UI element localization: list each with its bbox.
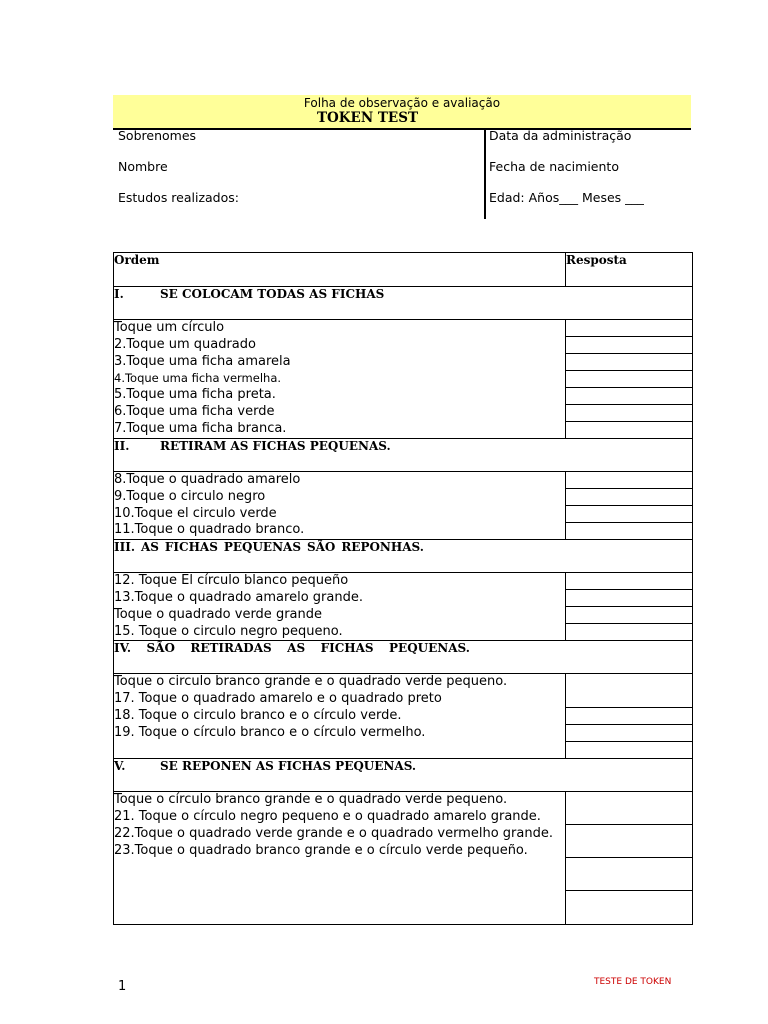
section-items: [114, 320, 566, 439]
answer-cell[interactable]: [566, 422, 692, 438]
answer-cell[interactable]: [566, 354, 692, 371]
form-title: TOKEN TEST: [317, 110, 418, 126]
section-header: [114, 439, 693, 472]
list-item: 4.Toque uma ficha vermelha.: [114, 371, 282, 386]
answer-cell[interactable]: [566, 590, 692, 607]
answer-cell[interactable]: [566, 405, 692, 422]
list-item: 5.Toque uma ficha preta.: [114, 387, 276, 403]
answer-column: [566, 674, 693, 759]
list-item: 17. Toque o quadrado amarelo e o quadrado preto: [114, 691, 442, 707]
section-title: SE REPONEN AS FICHAS PEQUENAS.: [160, 759, 417, 774]
form-subtitle: Folha de observação e avaliação: [303, 96, 501, 110]
section-word: RETIRADAS: [190, 641, 272, 656]
section-word: AS: [287, 641, 306, 656]
list-item: 21. Toque o círculo negro pequeno e o quadrado amarelo grande.: [114, 809, 541, 825]
col-ordem-header: Ordem: [114, 253, 566, 287]
section-title: RETIRAM AS FICHAS PEQUENAS.: [160, 439, 391, 453]
section-header: [114, 759, 693, 792]
section-header: [114, 540, 693, 573]
list-item: 12. Toque El círculo blanco pequeño: [114, 573, 349, 589]
footer-label: TESTE DE TOKEN: [594, 977, 672, 987]
list-item: 11.Toque o quadrado branco.: [114, 522, 305, 538]
info-birth-date: Fecha de nacimiento: [489, 159, 619, 174]
token-test-table: [113, 252, 693, 925]
answer-cell[interactable]: [566, 792, 692, 825]
section-items: [114, 573, 566, 641]
answer-cell[interactable]: [566, 742, 692, 758]
section-word: PEQUENAS.: [389, 641, 470, 656]
list-item: 22.Toque o quadrado verde grande e o quadrado vermelho grande.: [114, 825, 553, 841]
section-header: [114, 287, 693, 320]
section-number: I.: [114, 287, 124, 301]
answer-cell[interactable]: [566, 523, 692, 539]
answer-column: [566, 472, 693, 540]
list-item: 19. Toque o círculo branco e o círculo vermelho.: [114, 724, 426, 740]
answer-cell[interactable]: [566, 607, 692, 624]
answer-cell[interactable]: [566, 388, 692, 405]
list-item: 10.Toque el circulo verde: [114, 505, 277, 521]
list-item: 3.Toque uma ficha amarela: [114, 353, 291, 369]
answer-cell[interactable]: [566, 337, 692, 354]
list-item: 8.Toque o quadrado amarelo: [114, 472, 301, 487]
list-item: 13.Toque o quadrado amarelo grande.: [114, 589, 363, 605]
section-title: SE COLOCAM TODAS AS FICHAS: [160, 287, 385, 301]
info-admin-date: Data da administração: [489, 128, 632, 143]
answer-column: [566, 573, 693, 641]
section-header: [114, 641, 693, 674]
list-item: Toque o circulo branco grande e o quadrado verde pequeno.: [114, 674, 508, 690]
answer-cell[interactable]: [566, 489, 692, 506]
col-resposta-header: Resposta: [566, 253, 693, 287]
list-item: 6.Toque uma ficha verde: [114, 403, 275, 419]
info-name: Nombre: [118, 159, 168, 174]
section-word: FICHAS: [320, 641, 374, 656]
section-word: PEQUENAS: [223, 540, 302, 555]
answer-cell[interactable]: [566, 506, 692, 523]
answer-cell[interactable]: [566, 858, 692, 891]
list-item: 9.Toque o circulo negro: [114, 488, 266, 504]
section-word: SÃO: [306, 540, 336, 555]
answer-cell[interactable]: [566, 674, 692, 708]
info-age: Edad: Años___ Meses ___: [489, 190, 644, 205]
section-items: [114, 792, 566, 925]
info-divider: [484, 130, 486, 219]
answer-cell[interactable]: [566, 472, 692, 489]
info-studies: Estudos realizados:: [118, 190, 239, 205]
answer-column: [566, 792, 693, 925]
list-item: 23.Toque o quadrado branco grande e o círculo verde pequeño.: [114, 842, 528, 858]
list-item: 18. Toque o circulo branco e o círculo verde.: [114, 707, 402, 723]
form-header: [113, 95, 691, 130]
list-item: Toque um círculo: [114, 320, 225, 335]
answer-column: [566, 320, 693, 439]
list-item: 7.Toque uma ficha branca.: [114, 420, 287, 436]
section-word: FICHAS: [164, 540, 218, 555]
answer-cell[interactable]: [566, 573, 692, 590]
page-number: 1: [118, 979, 127, 994]
section-number: III.: [114, 540, 136, 555]
answer-cell[interactable]: [566, 891, 692, 924]
answer-cell[interactable]: [566, 320, 692, 337]
list-item: 15. Toque o circulo negro pequeno.: [114, 623, 343, 639]
section-items: [114, 472, 566, 540]
section-number: IV.: [114, 641, 132, 656]
answer-cell[interactable]: [566, 371, 692, 388]
list-item: Toque o quadrado verde grande: [114, 606, 322, 622]
list-item: Toque o círculo branco grande e o quadrado verde pequeno.: [114, 792, 508, 808]
section-items: [114, 674, 566, 759]
answer-cell[interactable]: [566, 825, 692, 858]
section-word: AS: [140, 540, 159, 555]
answer-cell[interactable]: [566, 624, 692, 640]
section-number: II.: [114, 439, 130, 453]
answer-cell[interactable]: [566, 708, 692, 725]
section-number: V.: [114, 759, 126, 774]
list-item: 2.Toque um quadrado: [114, 336, 256, 352]
answer-cell[interactable]: [566, 725, 692, 742]
section-word: SÃO: [146, 641, 175, 656]
section-word: REPONHAS.: [341, 540, 424, 555]
info-surnames: Sobrenomes: [118, 128, 197, 143]
